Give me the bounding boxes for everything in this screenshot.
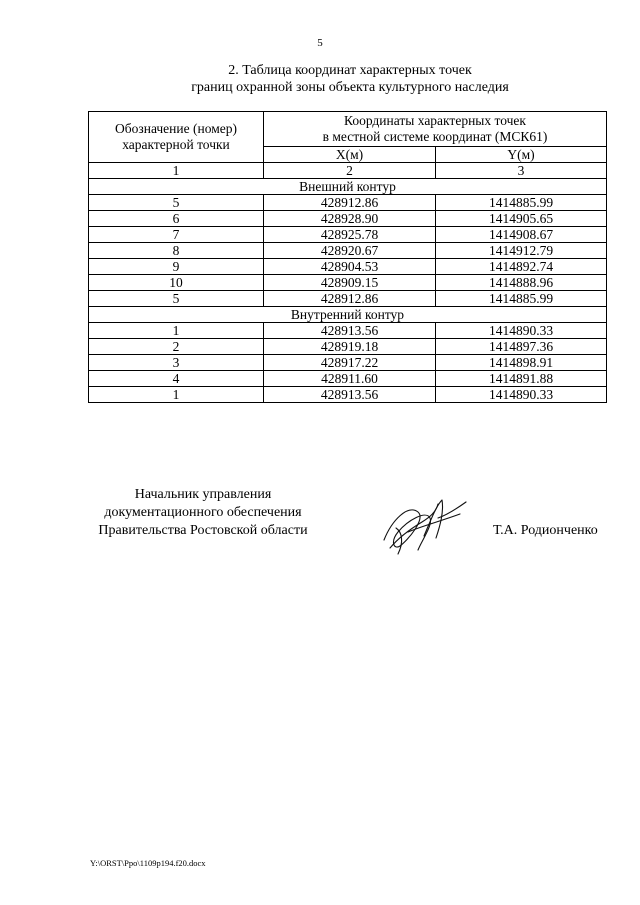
point-number-cell: 10 bbox=[89, 275, 264, 291]
x-coordinate-cell: 428917.22 bbox=[264, 355, 436, 371]
x-coordinate-cell: 428904.53 bbox=[264, 259, 436, 275]
point-number-cell: 8 bbox=[89, 243, 264, 259]
x-coordinate-cell: 428913.56 bbox=[264, 387, 436, 403]
point-number-cell: 5 bbox=[89, 291, 264, 307]
point-number-cell: 7 bbox=[89, 227, 264, 243]
coordinates-table bbox=[88, 111, 607, 403]
y-coordinate-cell: 1414888.96 bbox=[436, 275, 607, 291]
section-header-row bbox=[89, 307, 607, 323]
table-row bbox=[89, 339, 607, 355]
header-point-designation bbox=[89, 112, 264, 163]
y-coordinate-cell: 1414897.36 bbox=[436, 339, 607, 355]
header-coords-line-2: в местной системе координат (МСК61) bbox=[322, 129, 548, 144]
x-coordinate-cell: 428909.15 bbox=[264, 275, 436, 291]
table-row bbox=[89, 291, 607, 307]
y-coordinate-cell: 1414890.33 bbox=[436, 387, 607, 403]
section-title: Внутренний контур bbox=[89, 307, 607, 323]
title-line-1: 2. Таблица координат характерных точек bbox=[228, 63, 472, 78]
document-title bbox=[30, 62, 640, 96]
page-number: 5 bbox=[317, 37, 323, 49]
position-line-3: Правительства Ростовской области bbox=[98, 523, 308, 538]
x-coordinate-cell: 428928.90 bbox=[264, 211, 436, 227]
table-body bbox=[89, 179, 607, 403]
handwritten-signature bbox=[378, 492, 470, 562]
header-y: Y(м) bbox=[436, 147, 607, 163]
y-coordinate-cell: 1414885.99 bbox=[436, 291, 607, 307]
point-number-cell: 6 bbox=[89, 211, 264, 227]
header-coordinates bbox=[264, 112, 607, 147]
table-row bbox=[89, 195, 607, 211]
point-number-cell: 9 bbox=[89, 259, 264, 275]
numbering-row bbox=[89, 163, 607, 179]
table-row bbox=[89, 387, 607, 403]
signatory-position bbox=[88, 486, 318, 540]
position-line-1: Начальник управления bbox=[134, 487, 272, 502]
numbering-cell: 3 bbox=[436, 163, 607, 179]
y-coordinate-cell: 1414898.91 bbox=[436, 355, 607, 371]
file-path-footer: Y:\ORST\Ppo\1109p194.f20.docx bbox=[90, 858, 206, 868]
y-coordinate-cell: 1414891.88 bbox=[436, 371, 607, 387]
header-x: X(м) bbox=[264, 147, 436, 163]
numbering-cell: 1 bbox=[89, 163, 264, 179]
table-row bbox=[89, 355, 607, 371]
point-number-cell: 2 bbox=[89, 339, 264, 355]
point-number-cell: 4 bbox=[89, 371, 264, 387]
x-coordinate-cell: 428913.56 bbox=[264, 323, 436, 339]
x-coordinate-cell: 428919.18 bbox=[264, 339, 436, 355]
header-row-1 bbox=[89, 112, 607, 147]
header-point-line-2: характерной точки bbox=[122, 137, 230, 152]
section-title: Внешний контур bbox=[89, 179, 607, 195]
x-coordinate-cell: 428925.78 bbox=[264, 227, 436, 243]
point-number-cell: 1 bbox=[89, 387, 264, 403]
position-line-2: документационного обеспечения bbox=[104, 505, 302, 520]
point-number-cell: 5 bbox=[89, 195, 264, 211]
y-coordinate-cell: 1414905.65 bbox=[436, 211, 607, 227]
table-row bbox=[89, 275, 607, 291]
table-row bbox=[89, 227, 607, 243]
table-row bbox=[89, 323, 607, 339]
table-row bbox=[89, 243, 607, 259]
numbering-cell: 2 bbox=[264, 163, 436, 179]
point-number-cell: 3 bbox=[89, 355, 264, 371]
section-header-row bbox=[89, 179, 607, 195]
y-coordinate-cell: 1414885.99 bbox=[436, 195, 607, 211]
y-coordinate-cell: 1414908.67 bbox=[436, 227, 607, 243]
x-coordinate-cell: 428912.86 bbox=[264, 291, 436, 307]
y-coordinate-cell: 1414892.74 bbox=[436, 259, 607, 275]
x-coordinate-cell: 428911.60 bbox=[264, 371, 436, 387]
point-number-cell: 1 bbox=[89, 323, 264, 339]
signatory-name: Т.А. Родионченко bbox=[493, 523, 598, 538]
y-coordinate-cell: 1414890.33 bbox=[436, 323, 607, 339]
y-coordinate-cell: 1414912.79 bbox=[436, 243, 607, 259]
x-coordinate-cell: 428912.86 bbox=[264, 195, 436, 211]
table-row bbox=[89, 211, 607, 227]
title-line-2: границ охранной зоны объекта культурного наследия bbox=[191, 80, 509, 95]
x-coordinate-cell: 428920.67 bbox=[264, 243, 436, 259]
header-point-line-1: Обозначение (номер) bbox=[115, 121, 237, 136]
header-coords-line-1: Координаты характерных точек bbox=[344, 113, 526, 128]
table-row bbox=[89, 259, 607, 275]
table-row bbox=[89, 371, 607, 387]
